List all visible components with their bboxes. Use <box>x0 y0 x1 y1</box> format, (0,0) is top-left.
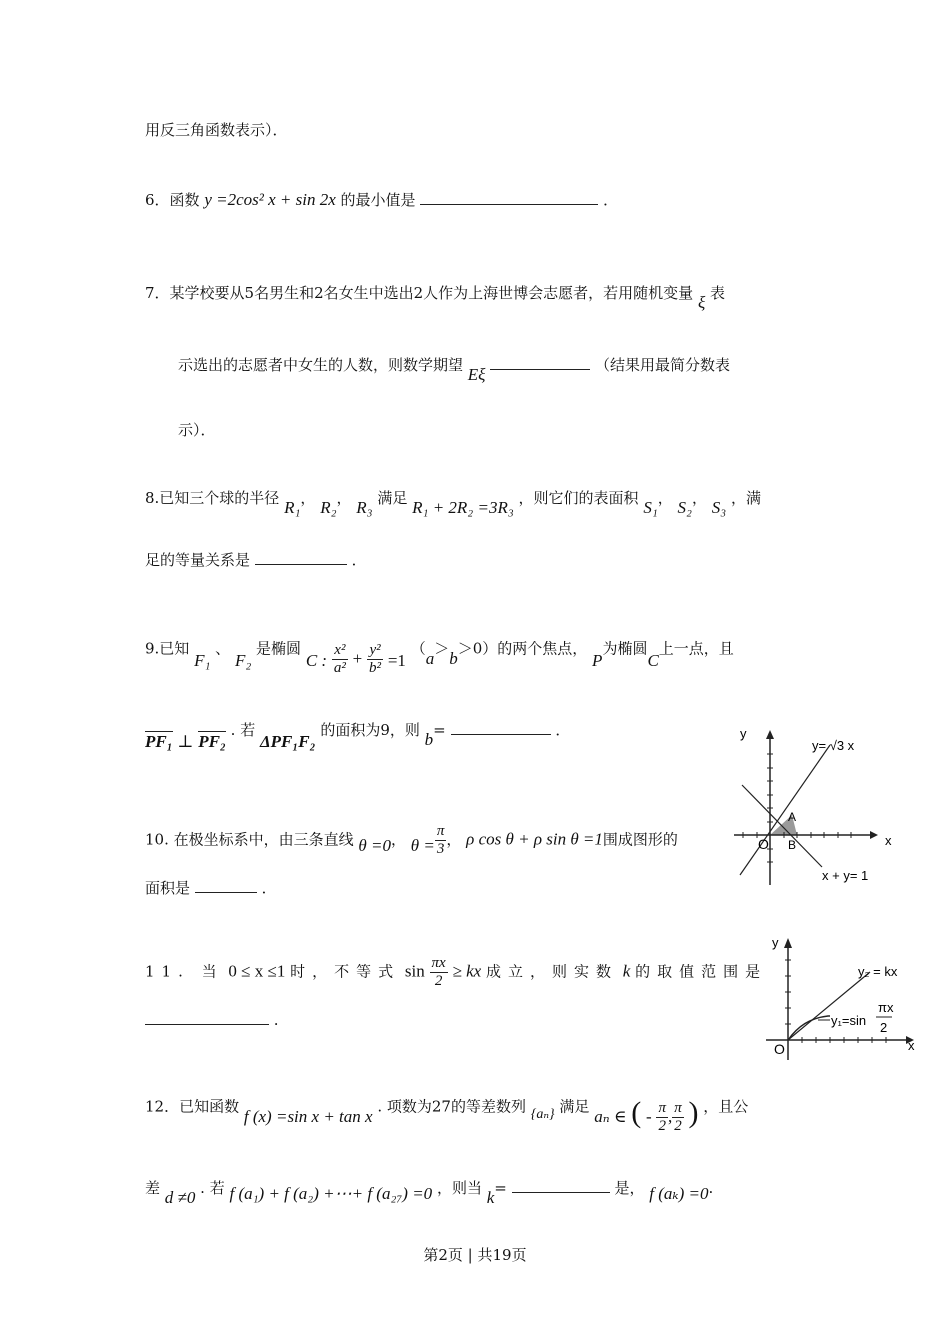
q8-s1: S₁ <box>643 498 658 517</box>
question-12-line2 <box>145 1178 714 1207</box>
q7-line2a: 示选出的志愿者中女生的人数，则数学期望 <box>178 356 464 374</box>
q10-figure <box>730 725 900 890</box>
question-8-line1 <box>145 488 761 517</box>
q9-answer-blank[interactable] <box>451 720 551 735</box>
q8-satisfy: 满足 <box>377 489 408 507</box>
q11-frac-den: 2 <box>434 973 443 989</box>
q9-frac-x <box>332 642 348 677</box>
q9-vector-pf2: PF₂ <box>198 732 226 751</box>
q8-r3: R₃ <box>356 498 373 517</box>
q6-number: 6．函数 <box>145 191 200 209</box>
q6-text: 的最小值是 <box>340 191 416 209</box>
q12-sum: f (a₁) + f (a₂) +⋯+ f (a₂₇) =0 <box>229 1184 433 1203</box>
q10-frac-den: 3 <box>436 841 445 857</box>
q8-text2: ，则它们的表面积 <box>518 489 639 507</box>
question-9-line2 <box>145 720 571 751</box>
q9-c2: C <box>647 650 659 670</box>
q10-line2-eq: θ = <box>410 835 435 855</box>
q9-area: 的面积为9，则 <box>320 721 420 739</box>
q9-cond-close: ＞0）的两个焦点， <box>457 639 588 658</box>
q7-line3: 示）． <box>178 421 216 439</box>
q12-end: . <box>708 1179 714 1197</box>
q12-sequence: {aₙ} <box>530 1106 555 1122</box>
q9-c-label: C : <box>305 650 328 670</box>
q9-vector-pf1: PF₁ <box>145 732 173 751</box>
q12-frac1-den: 2 <box>658 1118 666 1134</box>
q11-frac-num: πx <box>431 955 446 971</box>
q11-frac <box>430 955 448 990</box>
q10-point-a: A <box>788 810 797 824</box>
q8-r2: R₂ <box>320 498 337 517</box>
q9-end: ． <box>555 721 571 739</box>
q7-line2b: （结果用最简分数表 <box>595 356 731 374</box>
question-8-line2 <box>145 550 367 570</box>
q12-text1: . 项数为27的等差数列 <box>377 1097 526 1116</box>
q9-dun: 、 <box>215 639 231 658</box>
q10-line1-label: y= √3 x <box>812 738 855 753</box>
q10-line2-label: x + y= 1 <box>822 868 869 883</box>
q9-ruo: . 若 <box>230 721 256 739</box>
q6-answer-blank[interactable] <box>420 190 598 205</box>
q9-b: b <box>424 730 434 749</box>
question-10-line1 <box>145 823 678 858</box>
q11-y2-label: y₂ = kx <box>858 964 898 979</box>
q9-text3: 上一点，且 <box>658 639 734 658</box>
q11-line-y2 <box>788 972 870 1040</box>
q8-s3: S₃ <box>711 498 727 517</box>
q9-text1: 是椭圆 <box>256 639 302 658</box>
q10-x-label: x <box>885 833 892 848</box>
q10-y-label: y <box>740 726 747 741</box>
question-7-line2 <box>178 355 731 384</box>
q10-text: 10. 在极坐标系中，由三条直线 <box>145 830 354 849</box>
question-7-line1 <box>145 283 726 312</box>
q12-then: ，则当 <box>436 1179 482 1197</box>
q12-frac1 <box>656 1100 668 1135</box>
question-12-line1 <box>145 1090 749 1134</box>
q8-sep3: ， <box>657 489 673 507</box>
q8-answer-blank[interactable] <box>255 550 347 565</box>
q12-d: d ≠0 <box>164 1188 196 1207</box>
q10-line-sqrt3x <box>740 745 830 875</box>
q9-text2: 为椭圆 <box>602 639 648 658</box>
q11-end: . <box>273 1011 279 1029</box>
q7-answer-blank[interactable] <box>490 355 590 370</box>
question-6 <box>145 190 618 210</box>
question-11-line2 <box>145 1010 279 1030</box>
page-footer: 第2页 | 共19页 <box>423 1246 527 1264</box>
q11-figure <box>758 930 923 1065</box>
q8-r1: R₁ <box>284 498 301 517</box>
q11-k: k <box>622 961 631 981</box>
q10-frac-num: π <box>436 823 445 839</box>
q12-interval-left: ( <box>631 1095 642 1129</box>
q7-text: 7．某学校要从5名男生和2名女生中选出2人作为上海世博会志愿者，若用随机变量 <box>145 284 694 302</box>
q12-frac2 <box>672 1100 684 1135</box>
q9-frac2-den: b² <box>369 660 382 676</box>
q10-text2: 围成图形的 <box>602 830 678 849</box>
q11-x-label: x <box>908 1038 915 1053</box>
q11-origin-label: O <box>774 1041 785 1057</box>
q9-plus: + <box>352 648 363 668</box>
q9-perp: ⊥ <box>177 732 194 751</box>
q9-cond-open: （ <box>410 639 426 658</box>
q9-frac2-num: y² <box>367 642 383 660</box>
q12-k: k <box>486 1188 495 1207</box>
q8-sep4: ， <box>691 489 707 507</box>
q11-ge-kx: ≥ kx <box>452 961 482 981</box>
q9-text: 9.已知 <box>145 639 190 658</box>
q11-fig-frac-den: 2 <box>880 1020 888 1035</box>
q11-text: 11. 当 <box>145 962 224 981</box>
q12-function: f (x) =sin x + tan x <box>243 1106 373 1126</box>
q12-frac2-num: π <box>674 1100 682 1116</box>
q12-eq: = <box>494 1179 507 1197</box>
q7-expectation: Eξ <box>467 365 486 384</box>
q11-y-label: y <box>772 935 779 950</box>
q11-condition: 0 ≤ x ≤1 <box>228 961 286 981</box>
q10-line2-text: 面积是 <box>145 879 191 897</box>
q12-comma: , <box>667 1106 673 1126</box>
q11-y1-label: y₁=sin <box>831 1013 867 1028</box>
q10-line1: θ =0 <box>358 835 391 855</box>
q10-end: ． <box>261 879 277 897</box>
question-9-line1 <box>145 632 734 676</box>
q11-text3: 的取值范围是 <box>635 962 768 981</box>
q9-frac-y <box>367 642 383 677</box>
q10-comma2: ， <box>446 830 462 849</box>
q9-p: P <box>592 650 603 670</box>
q8-sep1: ， <box>300 489 316 507</box>
q9-f1: F₁ <box>194 650 211 670</box>
q10-line3: ρ cos θ + ρ sin θ =1 <box>466 829 603 849</box>
q6-formula: y =2cos² x + sin 2x <box>204 190 336 209</box>
q11-fig-frac-num: πx <box>878 1000 894 1015</box>
q9-frac1-den: a² <box>333 660 346 676</box>
q8-s2: S₂ <box>677 498 692 517</box>
q10-origin-label: O <box>758 836 769 852</box>
q12-satisfy: 满足 <box>559 1097 590 1116</box>
q9-gt: ＞ <box>434 639 450 658</box>
q12-f-ak: f (aₖ) =0 <box>649 1184 709 1203</box>
q11-y-arrow <box>784 938 792 948</box>
question-10-line2 <box>145 878 277 898</box>
q12-line2a: 差 <box>145 1179 161 1197</box>
q8-relation: R₁ + 2R₂ =3R₃ <box>412 498 514 517</box>
q9-frac1-num: x² <box>332 642 348 660</box>
q9-triangle: ΔPF₁F₂ <box>259 732 316 751</box>
q12-frac2-den: 2 <box>674 1118 682 1134</box>
q8-tail: ，满 <box>730 489 761 507</box>
q12-answer-blank[interactable] <box>512 1178 610 1193</box>
q9-eq1: =1 <box>387 650 406 670</box>
q11-text2: 成立，则实数 <box>485 962 618 981</box>
q9-cond-a: a <box>425 648 435 668</box>
q10-answer-blank[interactable] <box>195 878 257 893</box>
q8-line2: 足的等量关系是 <box>145 551 251 569</box>
q9-eq: = <box>433 721 446 739</box>
q10-comma1: ， <box>390 830 406 849</box>
q11-answer-blank[interactable] <box>145 1010 269 1025</box>
q8-sep2: ， <box>336 489 352 507</box>
q9-cond-b: b <box>449 648 458 668</box>
q6-end: ． <box>603 191 619 209</box>
q10-x-arrow <box>870 831 878 839</box>
q10-point-b: B <box>788 838 797 852</box>
q7-xi: ξ <box>697 293 706 312</box>
q11-text1: 时，不等式 <box>290 962 401 981</box>
q10-y-arrow <box>766 730 774 739</box>
q12-ruo: . 若 <box>200 1179 225 1197</box>
q8-text: 8.已知三个球的半径 <box>145 489 280 507</box>
q8-end: ． <box>351 551 367 569</box>
q7-tail: 表 <box>710 284 726 302</box>
q10-frac <box>435 823 447 858</box>
q12-frac1-num: π <box>658 1100 666 1116</box>
q12-neg: - <box>646 1106 652 1126</box>
q9-f2: F₂ <box>234 650 252 670</box>
q12-tail: ，且公 <box>703 1097 749 1116</box>
q12-an-in: aₙ ∈ <box>594 1106 627 1126</box>
question-11-line1 <box>145 955 767 990</box>
q12-interval-right: ) <box>688 1095 699 1129</box>
q12-text: 12．已知函数 <box>145 1097 240 1116</box>
q11-sin: sin <box>404 961 425 981</box>
continuation-line: 用反三角函数表示）． <box>145 121 288 139</box>
q12-shi: 是， <box>614 1179 645 1197</box>
